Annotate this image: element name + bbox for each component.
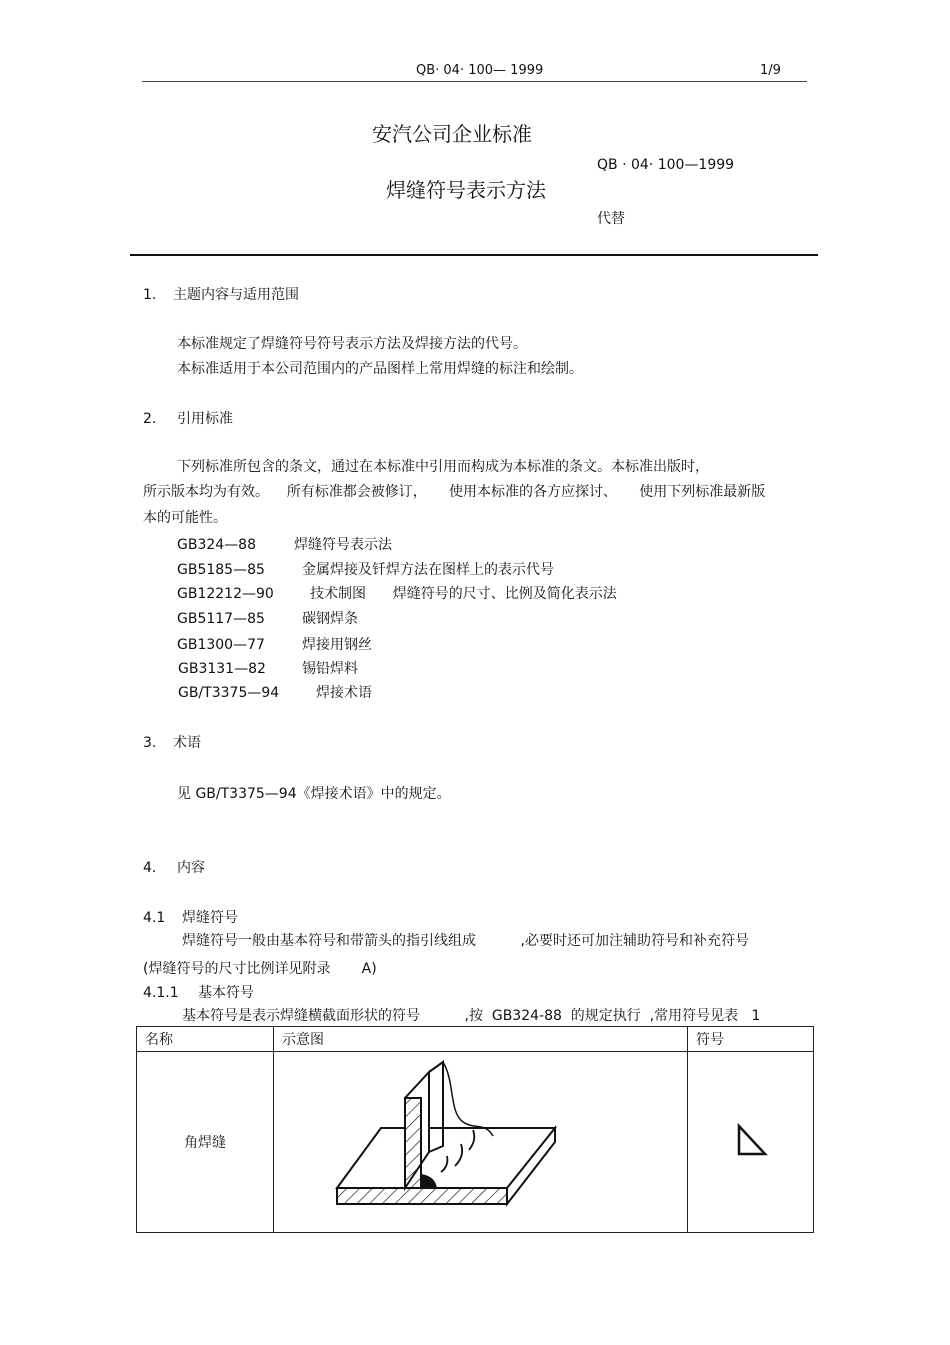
standard-title: 焊缝符号表示方法 — [386, 178, 546, 202]
ref-code: GB3131—82 — [178, 661, 266, 677]
s41-heading: 焊缝符号 — [182, 910, 238, 926]
s1-number: 1. — [143, 287, 157, 303]
header-doc-number: QB· 04· 100— 1999 — [416, 63, 544, 78]
replaces-label: 代替 — [597, 211, 625, 227]
ref-code: GB5117—85 — [177, 611, 265, 627]
ref-code: GB12212—90 — [177, 586, 274, 602]
standard-code: QB · 04· 100—1999 — [597, 157, 735, 173]
s2-heading: 引用标准 — [177, 411, 233, 427]
weld-diagram-cell — [274, 1052, 688, 1233]
ref-code: GB324—88 — [177, 537, 256, 553]
company-standard-title: 安汽公司企业标准 — [372, 122, 532, 146]
weld-symbol-table — [136, 1026, 814, 1233]
ref-title: 金属焊接及钎焊方法在图样上的表示代号 — [302, 562, 554, 578]
s4-number: 4. — [143, 860, 157, 876]
s3-heading: 术语 — [173, 735, 201, 751]
weld-name: 角焊缝 — [184, 1135, 226, 1151]
ref-code: GB1300—77 — [177, 637, 265, 653]
table-header-row — [137, 1027, 814, 1052]
header-rule — [142, 81, 807, 82]
s1-heading: 主题内容与适用范围 — [173, 287, 299, 303]
fillet-weld-diagram — [279, 1052, 683, 1228]
header-page-number: 1/9 — [760, 63, 781, 78]
s411-number: 4.1.1 — [143, 985, 179, 1001]
table-header-diagram: 示意图 — [274, 1027, 688, 1052]
table-header-symbol: 符号 — [688, 1027, 814, 1052]
ref-title: 技术制图 焊缝符号的尺寸、比例及简化表示法 — [310, 586, 617, 602]
ref-code: GB/T3375—94 — [178, 685, 280, 701]
ref-title: 焊缝符号表示法 — [294, 537, 392, 553]
s2-line-3: 本的可能性。 — [143, 510, 227, 526]
s3-paragraph: 见 GB/T3375—94《焊接术语》中的规定。 — [177, 786, 451, 802]
s411-heading: 基本符号 — [198, 985, 254, 1001]
weld-name-cell — [137, 1052, 274, 1233]
ref-title: 焊接用钢丝 — [302, 637, 372, 653]
table-header-name: 名称 — [137, 1027, 274, 1052]
s41-number: 4.1 — [143, 910, 166, 926]
title-rule — [130, 254, 818, 256]
s2-line-2: 所示版本均为有效。 所有标准都会被修订， 使用本标准的各方应探讨、 使用下列标准最新版 — [143, 484, 766, 500]
s4-heading: 内容 — [177, 860, 205, 876]
s3-number: 3. — [143, 735, 157, 751]
ref-code: GB5185—85 — [177, 562, 265, 578]
s1-paragraph-1: 本标准规定了焊缝符号符号表示方法及焊接方法的代号。 — [177, 336, 527, 352]
table-row — [137, 1052, 814, 1233]
s411-paragraph: 基本符号是表示焊缝横截面形状的符号 ,按 GB324-88 的规定执行 ,常用符号见表 1 — [182, 1008, 761, 1024]
weld-symbol-cell — [688, 1052, 814, 1233]
s41-paragraph-1: 焊缝符号一般由基本符号和带箭头的指引线组成 ,必要时还可加注辅助符号和补充符号 — [182, 933, 749, 949]
s41-paragraph-2: (焊缝符号的尺寸比例详见附录 A) — [143, 961, 377, 977]
s2-line-1: 下列标准所包含的条文，通过在本标准中引用而构成为本标准的条文。本标准出版时， — [177, 459, 709, 475]
s2-number: 2. — [143, 411, 157, 427]
fillet-weld-triangle-icon — [731, 1120, 771, 1160]
s1-paragraph-2: 本标准适用于本公司范围内的产品图样上常用焊缝的标注和绘制。 — [177, 361, 583, 377]
ref-title: 碳钢焊条 — [302, 611, 358, 627]
ref-title: 锡铅焊料 — [302, 661, 358, 677]
ref-title: 焊接术语 — [316, 685, 372, 701]
